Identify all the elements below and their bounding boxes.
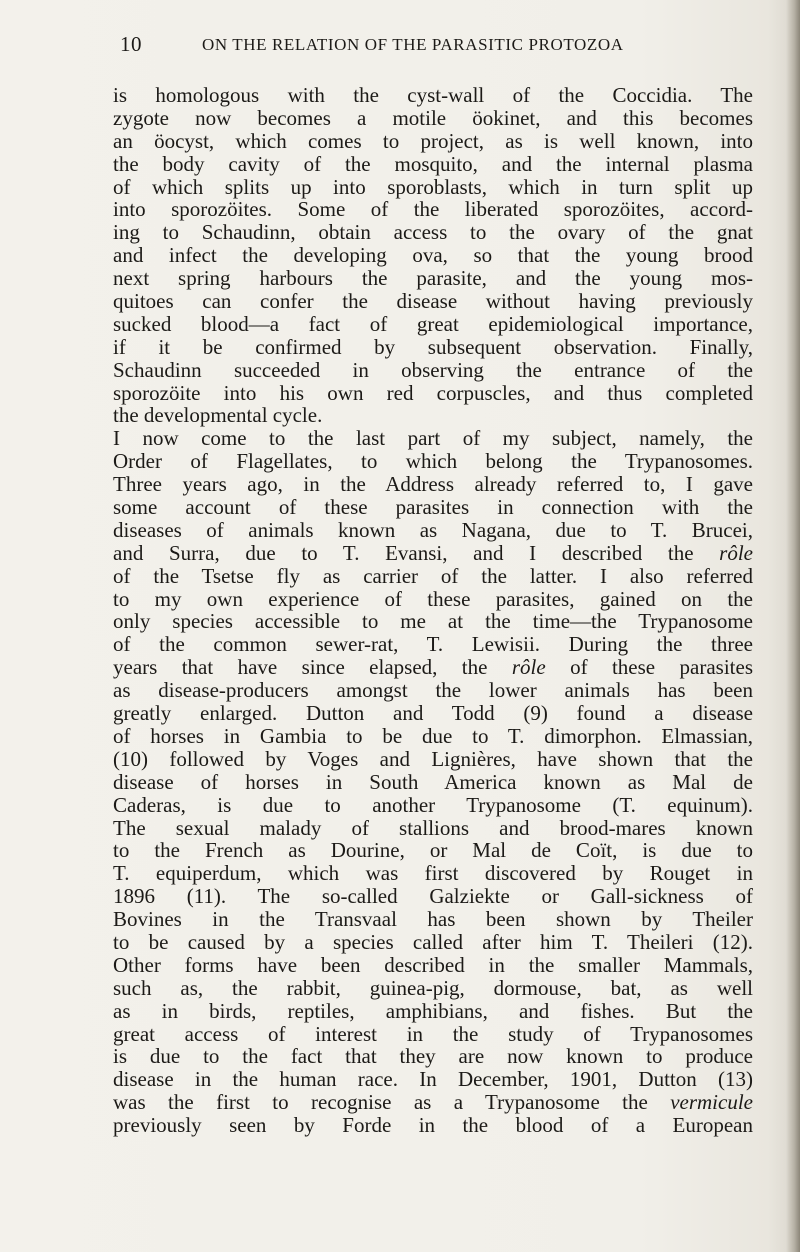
text-line: greatly enlarged. Dutton and Todd (9) found a disease <box>113 701 753 726</box>
text-line: the developmental cycle. <box>113 403 323 428</box>
text-line: diseases of animals known as Nagana, due to T. Brucei, <box>113 517 753 542</box>
text-line: Three years ago, in the Address already referred to, I gave <box>113 472 753 497</box>
text-line: next spring harbours the parasite, and the young mos- <box>113 266 753 291</box>
text-line: only species accessible to me at the time—the Trypanosome <box>113 609 753 634</box>
text-line: is homologous with the cyst-wall of the Coccidia. The <box>113 83 753 107</box>
text-line: the body cavity of the mosquito, and the internal plasma <box>113 151 753 176</box>
text-line: as disease-producers amongst the lower animals has been <box>113 678 753 703</box>
text-line: sporozöite into his own red corpuscles, and thus completed <box>113 380 753 405</box>
text-line: The sexual malady of stallions and brood-mares known <box>113 815 753 840</box>
text-line: to my own experience of these parasites, gained on the <box>113 586 753 611</box>
text-line: and infect the developing ova, so that the young brood <box>113 243 753 268</box>
text-line: T. equiperdum, which was first discovered by Rouget in <box>113 861 753 886</box>
text-line: sucked blood—a fact of great epidemiological importance, <box>113 311 753 336</box>
page-header <box>120 30 750 60</box>
text-line: and Surra, due to T. Evansi, and I described the rôle <box>113 540 753 565</box>
text-line: into sporozöites. Some of the liberated sporozöites, accord- <box>113 197 753 222</box>
text-line: (10) followed by Voges and Lignières, have shown that the <box>113 746 753 771</box>
text-line: to be caused by a species called after him T. Theileri (12). <box>113 929 753 954</box>
text-line: as in birds, reptiles, amphibians, and fishes. But the <box>113 998 753 1023</box>
text-line: 1896 (11). The so-called Galziekte or Gall-sickness of <box>113 884 753 909</box>
text-line: disease in the human race. In December, 1901, Dutton (13) <box>113 1067 753 1092</box>
text-line: of the common sewer-rat, T. Lewisii. During the three <box>113 632 753 657</box>
page-edge-shadow <box>786 0 800 1252</box>
text-line: previously seen by Forde in the blood of a European <box>113 1113 753 1138</box>
text-line: Order of Flagellates, to which belong the Trypanosomes. <box>113 449 753 474</box>
body-text <box>113 84 753 1137</box>
text-line: Caderas, is due to another Trypanosome (T. equinum). <box>113 792 753 817</box>
text-line: of horses in Gambia to be due to T. dimorphon. Elmassian, <box>113 723 753 748</box>
text-line: Schaudinn succeeded in observing the entrance of the <box>113 357 753 382</box>
text-line: if it be confirmed by subsequent observation. Finally, <box>113 334 753 359</box>
text-line: such as, the rabbit, guinea-pig, dormouse, bat, as well <box>113 975 753 1000</box>
text-line: Bovines in the Transvaal has been shown by Theiler <box>113 907 753 932</box>
text-line: great access of interest in the study of Trypanosomes <box>113 1021 753 1046</box>
running-head: ON THE RELATION OF THE PARASITIC PROTOZOA <box>202 35 624 54</box>
text-line: was the first to recognise as a Trypanosome the vermicule <box>113 1090 753 1115</box>
text-line: zygote now becomes a motile öokinet, and this becomes <box>113 105 753 130</box>
text-line: to the French as Dourine, or Mal de Coït, is due to <box>113 838 753 863</box>
page-number: 10 <box>120 32 142 56</box>
text-line: I now come to the last part of my subject, namely, the <box>113 426 753 451</box>
text-line: is due to the fact that they are now known to produce <box>113 1044 753 1069</box>
text-line: ing to Schaudinn, obtain access to the ovary of the gnat <box>113 220 753 245</box>
text-line: of which splits up into sporoblasts, which in turn split up <box>113 174 753 199</box>
text-line: of the Tsetse fly as carrier of the latter. I also referred <box>113 563 753 588</box>
text-line: Other forms have been described in the smaller Mammals, <box>113 952 753 977</box>
text-line: an öocyst, which comes to project, as is well known, into <box>113 128 753 153</box>
text-line: quitoes can confer the disease without having previously <box>113 289 753 314</box>
text-line: disease of horses in South America known as Mal de <box>113 769 753 794</box>
text-line: years that have since elapsed, the rôle of these parasites <box>113 655 753 680</box>
text-line: some account of these parasites in connection with the <box>113 495 753 520</box>
